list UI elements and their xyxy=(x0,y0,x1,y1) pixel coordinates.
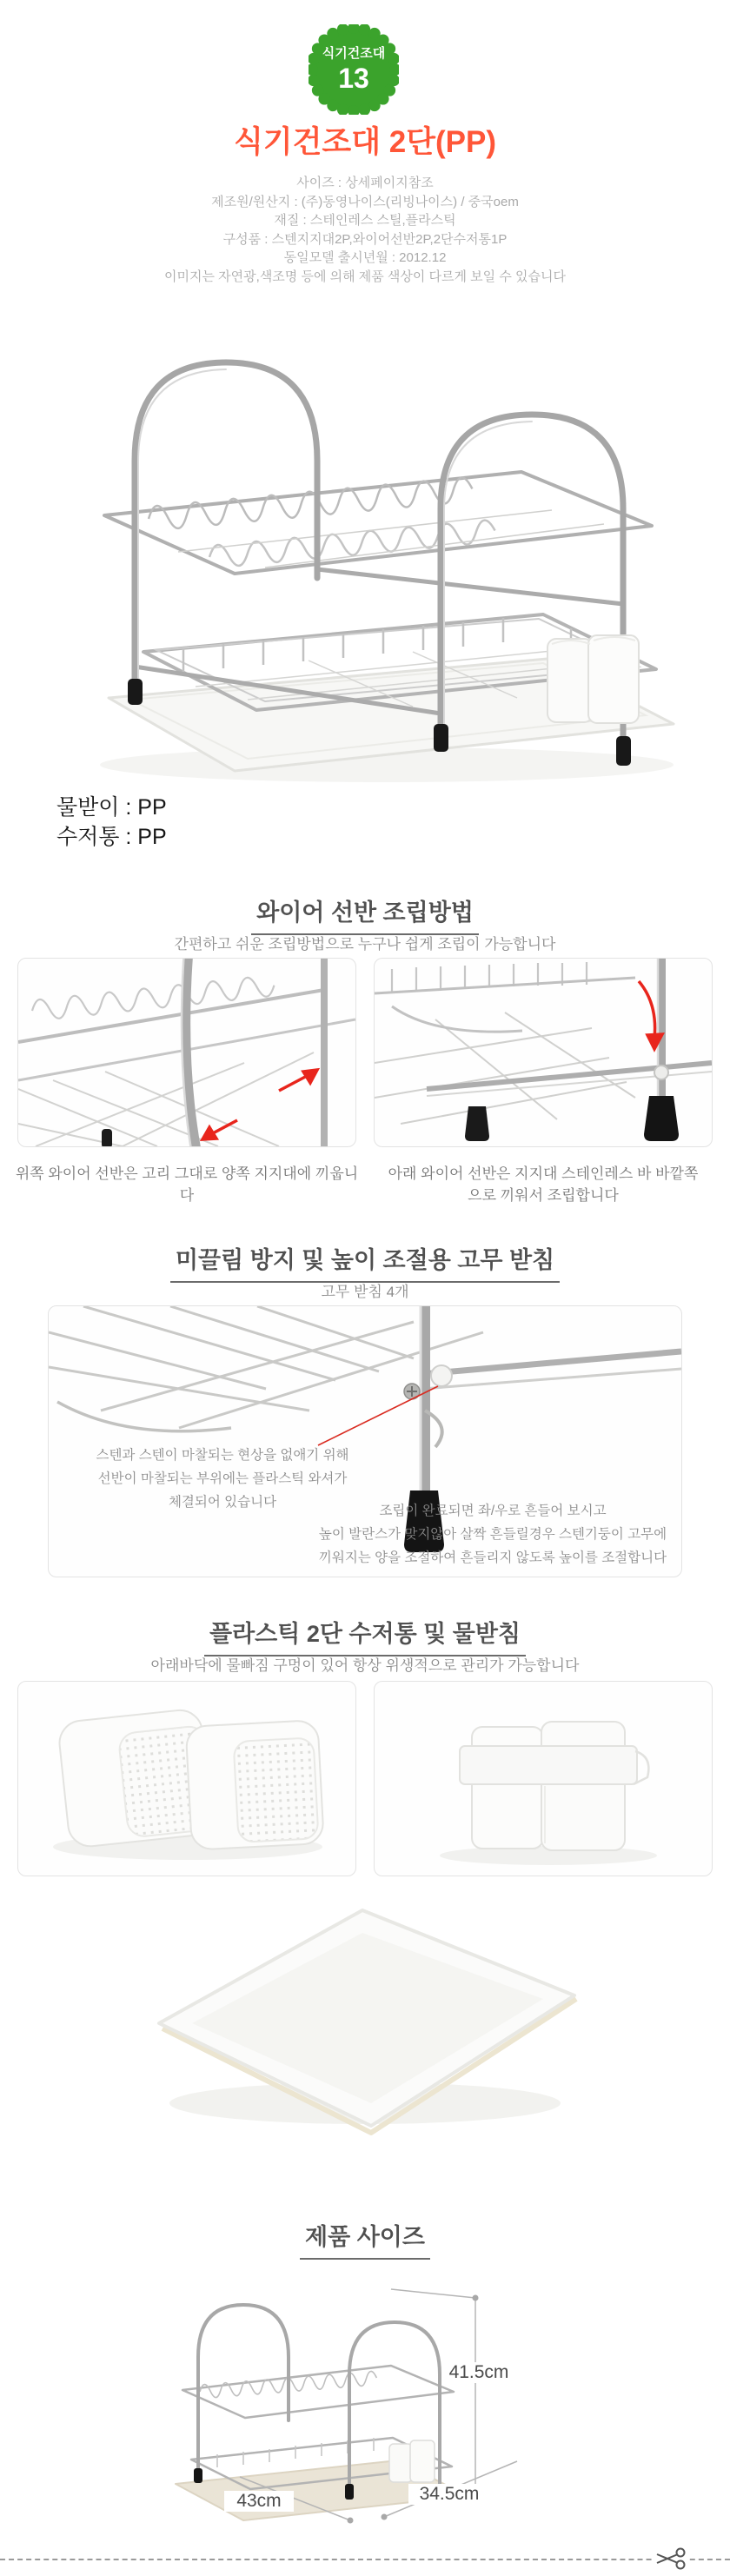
note-drip-tray: 물받이 : PP xyxy=(56,795,167,820)
rubber-note-right: 조립이 완료되면 좌/우로 흔들어 보시고 높이 발란스가 맞지않아 살짝 흔들릴경우 스텐기둥이 고무에 끼워지는 양을 조절하여 흔들리지 않도록 높이를 조절합니다 xyxy=(318,1504,667,1565)
assembly-left-illustration xyxy=(18,959,355,1146)
info-components: 구성품 : 스텐지지대2P,와이어선반2P,2단수저통1P xyxy=(222,231,508,247)
section-subtitle-rubber: 고무 받침 4개 xyxy=(321,1284,409,1300)
info-color-notice: 이미지는 자연광,색조명 등에 의해 제품 색상이 다르게 보일 수 있습니다 xyxy=(164,269,566,284)
rubber-note-left: 스텐과 스텐이 마찰되는 현상을 없애기 위해 선반이 마찰되는 부위에는 플라스틱 와셔가 체결되어 있습니다 xyxy=(96,1448,349,1510)
dish-rack-illustration xyxy=(48,291,682,791)
badge-number: 13 xyxy=(338,63,369,94)
info-material: 재질 : 스테인레스 스틸,플라스틱 xyxy=(274,213,456,228)
section-title-plastic: 플라스틱 2단 수저통 및 물받침 xyxy=(0,1615,730,1656)
section-subtitle-assembly: 간편하고 쉬운 조립방법으로 누구나 쉽게 조립이 가능합니다 xyxy=(174,936,556,953)
section-title-assembly: 와이어 선반 조립방법 xyxy=(0,893,730,935)
badge-text xyxy=(309,47,399,92)
caption-assembly-left: 위쪽 와이어 선반은 고리 그대로 양쪽 지지대에 끼웁니다 xyxy=(15,1165,359,1204)
size-depth-label: 34.5cm xyxy=(408,2484,490,2505)
info-manufacturer: 제조원/원산지 : (주)동영나이스(리빙나이스) / 중국oem xyxy=(211,194,519,209)
info-size: 사이즈 : 상세페이지참조 xyxy=(296,176,434,190)
section-title-size: 제품 사이즈 xyxy=(0,2218,730,2260)
assembly-photo-left xyxy=(17,958,356,1147)
size-diagram-photo xyxy=(130,2260,600,2546)
scissors-icon xyxy=(654,2546,688,2572)
drip-tray-photo xyxy=(143,1896,587,2148)
size-diagram-illustration xyxy=(130,2260,600,2546)
cut-line xyxy=(0,2559,730,2560)
section-title-rubber: 미끌림 방지 및 높이 조절용 고무 받침 xyxy=(0,1241,730,1283)
main-product-photo xyxy=(48,291,682,791)
assembly-photo-right xyxy=(374,958,713,1147)
product-info xyxy=(0,174,730,286)
size-width-label: 43cm xyxy=(224,2491,294,2512)
utensil-holder-photo-lying xyxy=(17,1681,356,1876)
size-height-label: 41.5cm xyxy=(441,2362,516,2383)
info-release-date: 동일모델 출시년월 : 2012.12 xyxy=(283,250,447,265)
badge-category-label: 식기건조대 xyxy=(322,46,386,61)
caption-assembly-right: 아래 와이어 선반은 지지대 스테인레스 바 바깥쪽으로 끼워서 조립합니다 xyxy=(388,1165,699,1204)
rubber-foot-photo xyxy=(48,1305,682,1577)
material-notes xyxy=(56,793,167,852)
assembly-right-illustration xyxy=(375,959,712,1146)
utensil-holder-photo-standing xyxy=(374,1681,713,1876)
section-subtitle-plastic: 아래바닥에 물빠짐 구멍이 있어 항상 위생적으로 관리가 가능합니다 xyxy=(150,1657,580,1674)
drip-tray-illustration xyxy=(143,1896,587,2148)
page-title: 식기건조대 2단(PP) xyxy=(233,125,497,159)
utensil-cups-lying-illustration xyxy=(18,1682,355,1876)
note-utensil-holder: 수저통 : PP xyxy=(56,825,167,849)
utensil-cups-standing-illustration xyxy=(375,1682,712,1876)
